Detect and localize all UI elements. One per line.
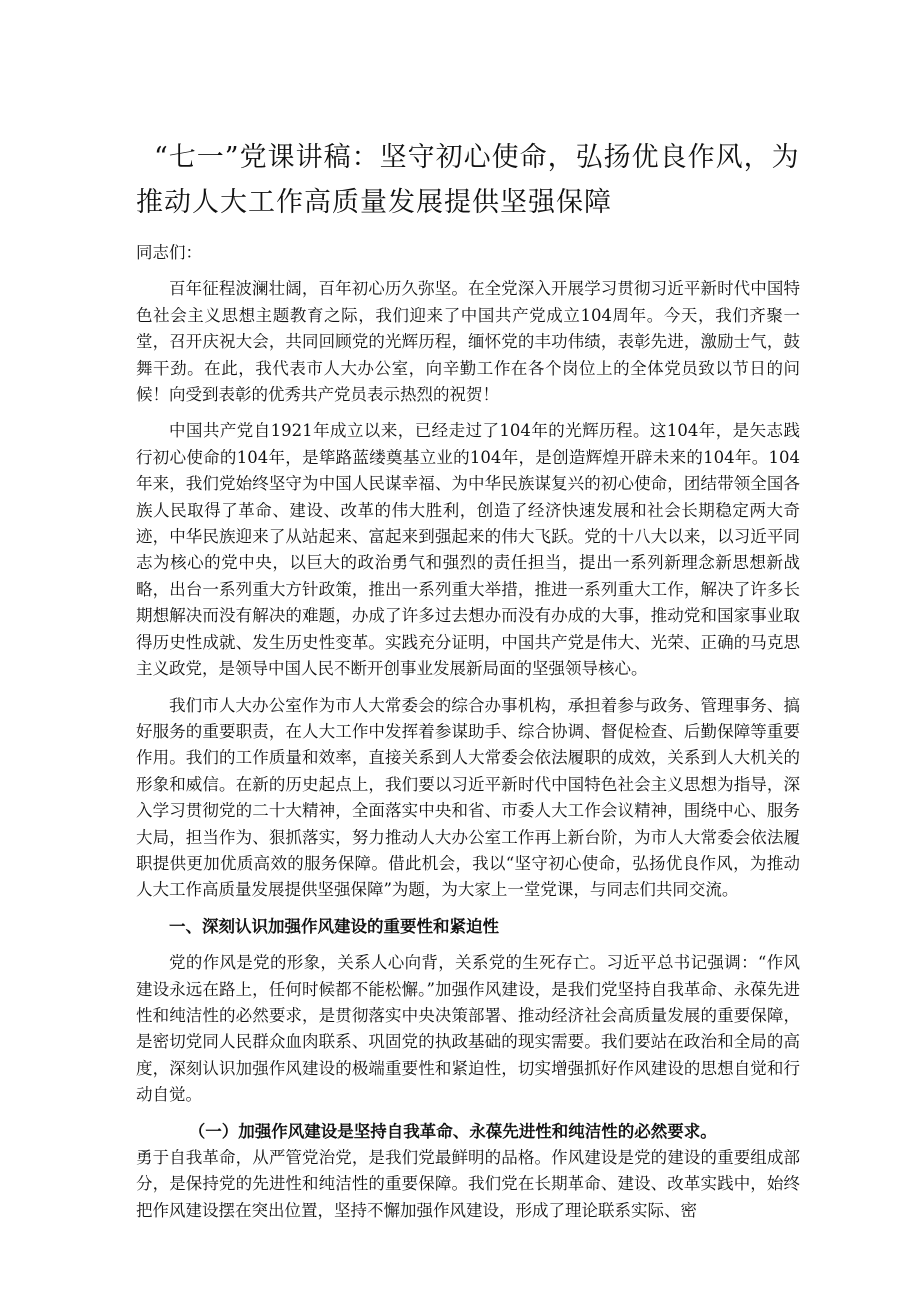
document-title	[122, 135, 802, 225]
title-line-2: 推动人大工作高质量发展提供坚强保障	[136, 187, 612, 218]
document-body	[136, 240, 800, 1224]
title-line-1: “七一”党课讲稿：坚守初心使命，弘扬优良作风，为	[154, 142, 800, 173]
paragraph: 勇于自我革命，从严管党治党，是我们党最鲜明的品格。作风建设是党的建设的重要组成部分，是保持党的先进性和纯洁性的重要保障。我们党在长期革命、建设、改革实践中，始终把作风建设摆在突出位置，坚持不懈加强作风建设，形成了理论联系实际、密	[136, 1148, 800, 1220]
subsection-heading: （一）加强作风建设是坚持自我革命、永葆先进性和纯洁性的必然要求。	[188, 1121, 717, 1141]
paragraph: 党的作风是党的形象，关系人心向背，关系党的生死存亡。习近平总书记强调：“作风建设永远在路上，任何时候都不能松懈。”加强作风建设，是我们党坚持自我革命、永葆先进性和纯洁性的必然要求，是贯彻落实中央决策部署、推动经济社会高质量发展的重要保障，是密切党同人民群众血肉联系、巩固党的执政基础的现实需要。我们要站在政治和全局的高度，深刻认识加强作风建设的极端重要性和紧迫性，切实增强抓好作风建设的思想自觉和行动自觉。	[136, 953, 800, 1105]
paragraph: 中国共产党自1921年成立以来，已经走过了104年的光辉历程。这104年，是矢志践行初心使命的104年，是筚路蓝缕奠基立业的104年，是创造辉煌开辟未来的104年。104年来，我们党始终坚守为中国人民谋幸福、为中华民族谋复兴的初心使命，团结带领全国各族人民取得了革命、建设、改革的伟大胜利，创造了经济快速发展和社会长期稳定两大奇迹，中华民族迎来了从站起来、富起来到强起来的伟大飞跃。党的十八大以来，以习近平同志为核心的党中央，以巨大的政治勇气和强烈的责任担当，提出一系列新理念新思想新战略，出台一系列重大方针政策，推出一系列重大举措，推进一系列重大工作，解决了许多长期想解决而没有解决的难题，办成了许多过去想办而没有办成的大事，推动党和国家事业取得历史性成就、发生历史性变革。实践充分证明，中国共产党是伟大、光荣、正确的马克思主义政党，是领导中国人民不断开创事业发展新局面的坚强领导核心。	[136, 421, 800, 679]
section-heading: 一、深刻认识加强作风建设的重要性和紧迫性	[169, 916, 499, 936]
paragraph: 百年征程波澜壮阔，百年初心历久弥坚。在全党深入开展学习贯彻习近平新时代中国特色社会主义思想主题教育之际，我们迎来了中国共产党成立104周年。今天，我们齐聚一堂，召开庆祝大会，共同回顾党的光辉历程，缅怀党的丰功伟绩，表彰先进，激励士气，鼓舞干劲。在此，我代表市人大办公室，向辛勤工作在各个岗位上的全体党员致以节日的问候！向受到表彰的优秀共产党员表示热烈的祝贺！	[136, 279, 800, 405]
greeting: 同志们：	[136, 243, 202, 262]
paragraph: 我们市人大办公室作为市人大常委会的综合办事机构，承担着参与政务、管理事务、搞好服务的重要职责，在人大工作中发挥着参谋助手、综合协调、督促检查、后勤保障等重要作用。我们的工作质量和效率，直接关系到人大常委会依法履职的成效，关系到人大机关的形象和威信。在新的历史起点上，我们要以习近平新时代中国特色社会主义思想为指导，深入学习贯彻党的二十大精神，全面落实中央和省、市委人大工作会议精神，围绕中心、服务大局，担当作为、狠抓落实，努力推动人大办公室工作再上新台阶，为市人大常委会依法履职提供更加优质高效的服务保障。借此机会，我以“坚守初心使命，弘扬优良作风，为推动人大工作高质量发展提供坚强保障”为题，为大家上一堂党课，与同志们共同交流。	[136, 695, 800, 900]
